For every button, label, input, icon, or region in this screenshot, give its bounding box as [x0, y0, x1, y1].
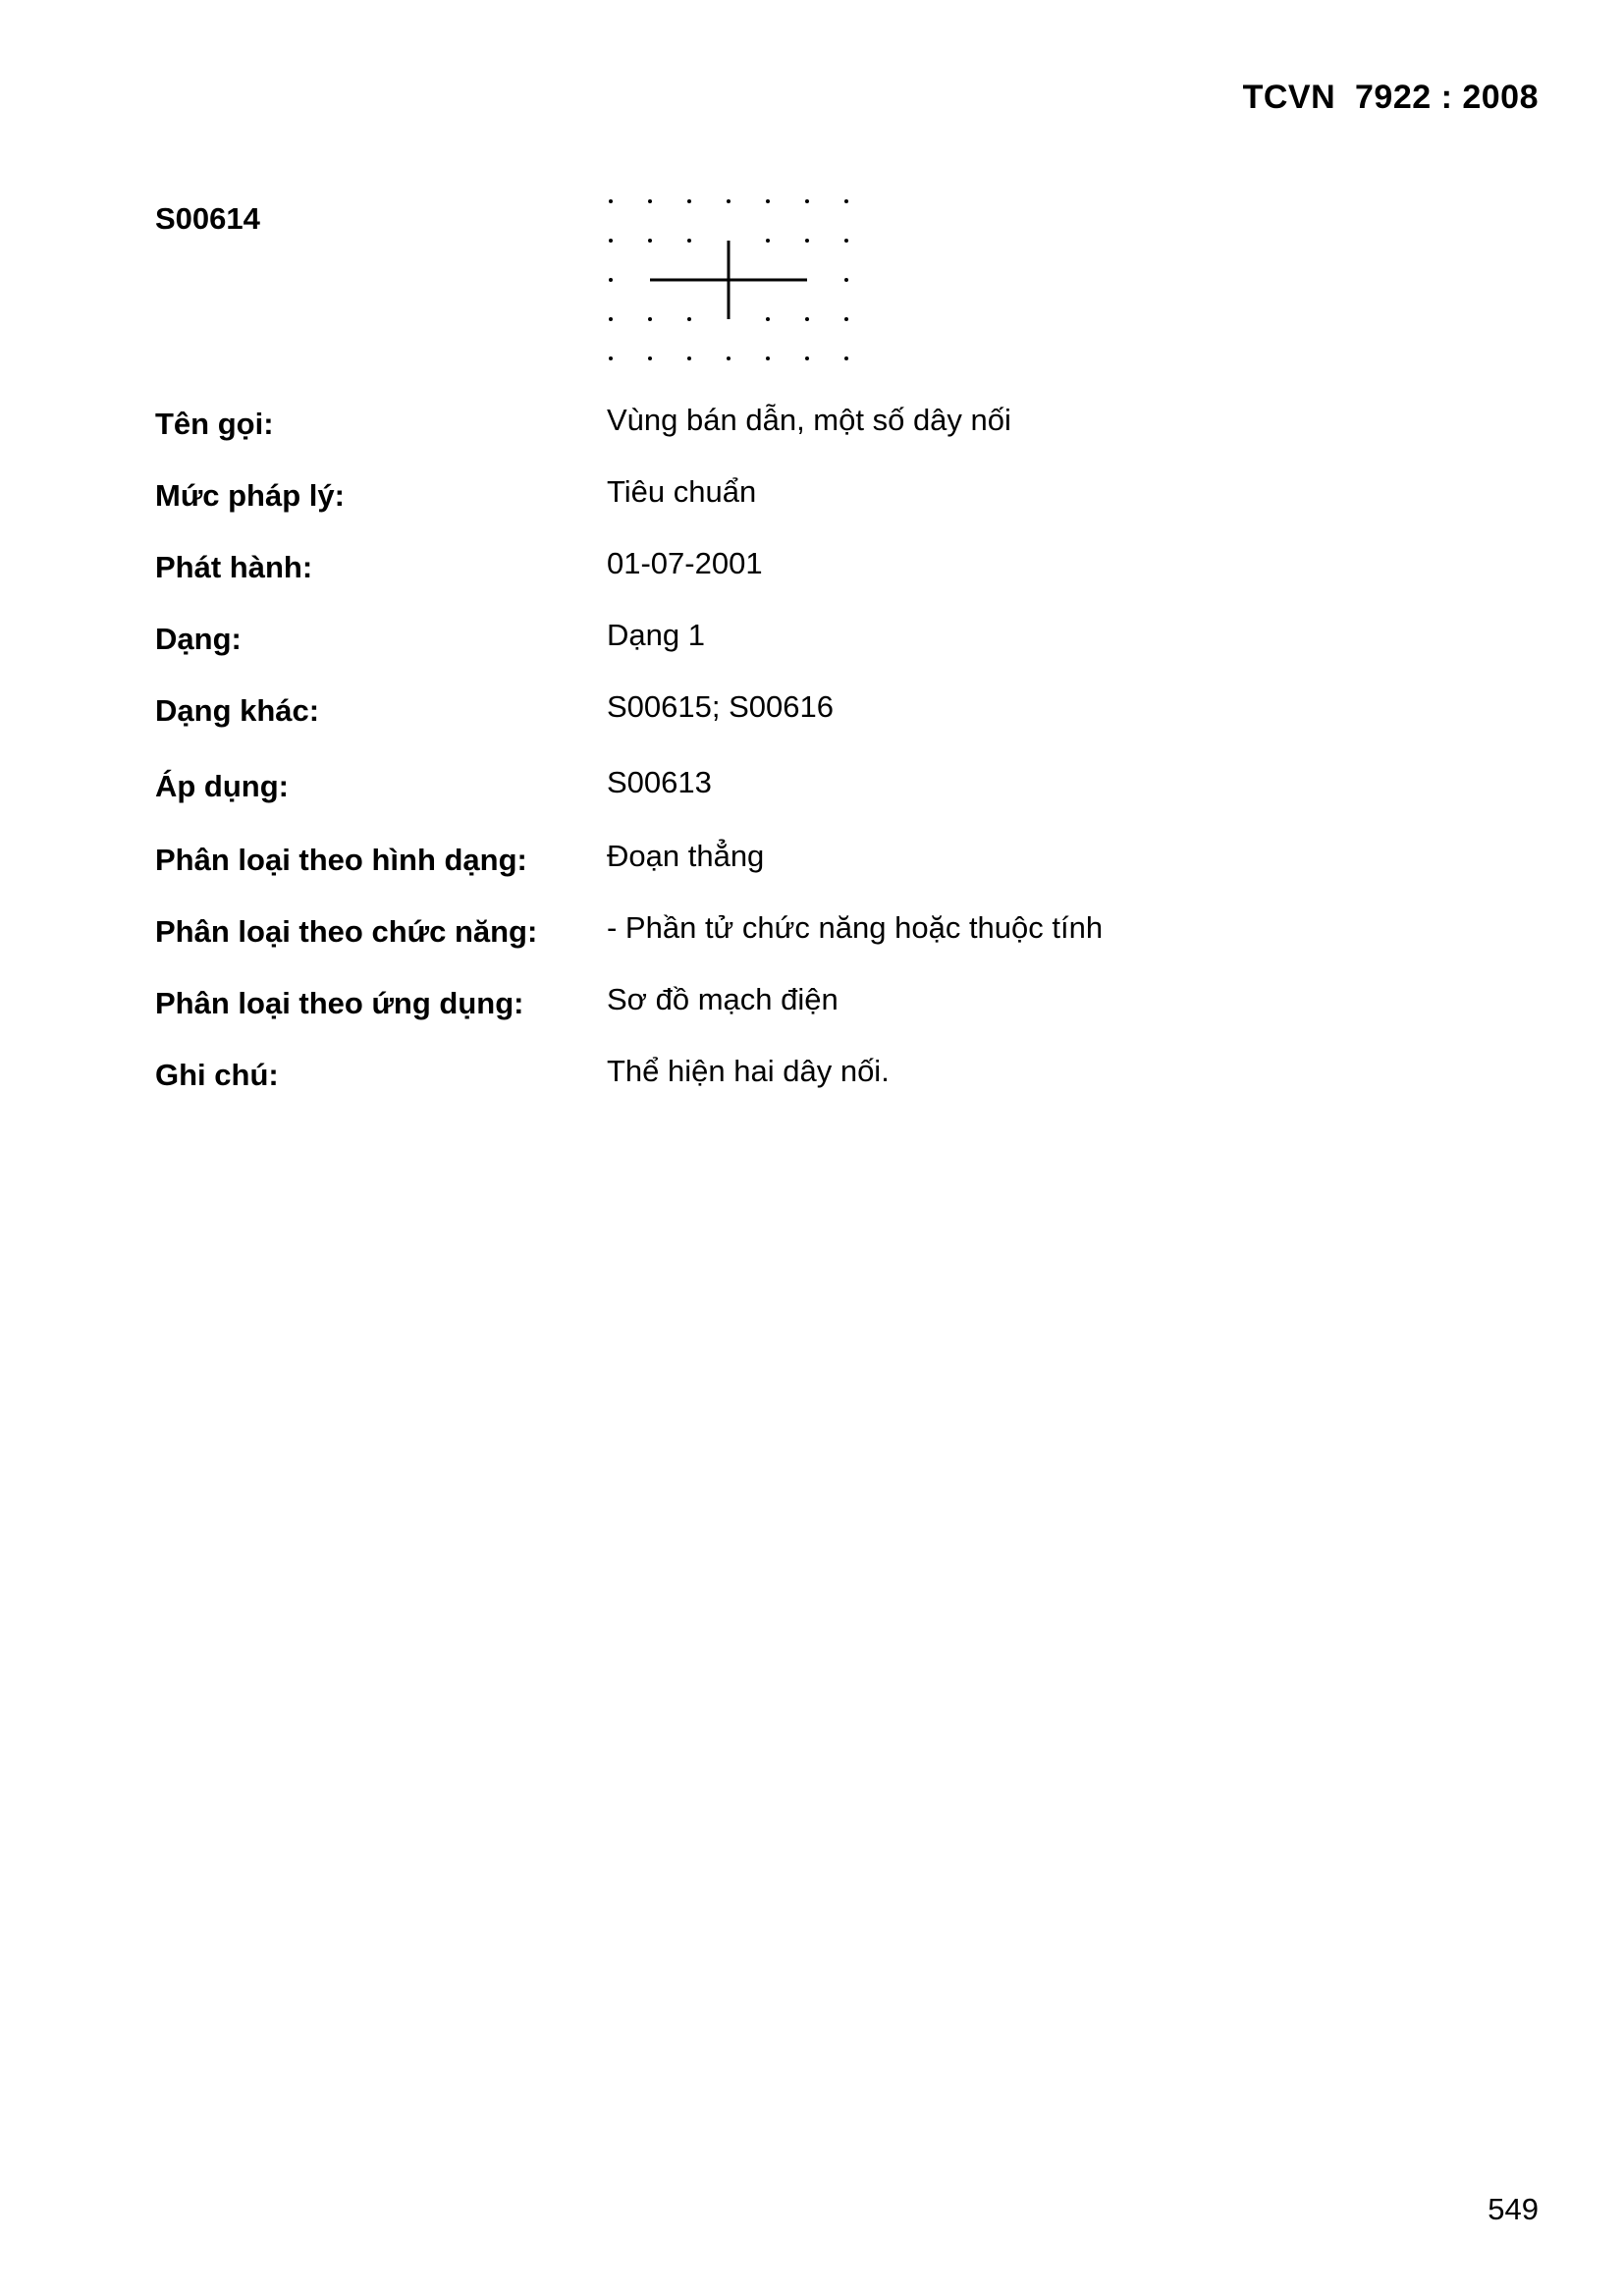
- grid-dot: [844, 199, 848, 203]
- field-label: Áp dụng:: [155, 769, 290, 803]
- grid-dot: [648, 199, 652, 203]
- grid-dot: [844, 239, 848, 243]
- page-number: 549: [1488, 2192, 1539, 2226]
- grid-dot: [844, 317, 848, 321]
- field-row-application-class: [155, 982, 1432, 1035]
- field-value: Sơ đồ mạch điện: [607, 982, 839, 1016]
- field-label: Ghi chú:: [155, 1058, 279, 1092]
- grid-dot: [687, 317, 691, 321]
- symbol-code: S00614: [155, 201, 260, 236]
- field-label: Dạng:: [155, 622, 242, 656]
- field-row-applies: [155, 765, 1432, 818]
- field-row-form: [155, 618, 1432, 671]
- grid-dot: [805, 317, 809, 321]
- field-label: Phân loại theo hình dạng:: [155, 843, 527, 877]
- grid-dot: [648, 317, 652, 321]
- field-row-shape-class: [155, 839, 1432, 892]
- grid-dot: [766, 356, 770, 360]
- grid-dot: [609, 356, 613, 360]
- field-value: S00615; S00616: [607, 689, 834, 724]
- field-value: - Phần tử chức năng hoặc thuộc tính: [607, 910, 1104, 945]
- grid-dot: [805, 239, 809, 243]
- field-label: Mức pháp lý:: [155, 478, 345, 513]
- grid-dot: [687, 199, 691, 203]
- grid-dot: [609, 239, 613, 243]
- field-label: Phân loại theo ứng dụng:: [155, 986, 524, 1020]
- grid-dot: [766, 199, 770, 203]
- grid-dot: [687, 356, 691, 360]
- grid-dot: [609, 317, 613, 321]
- field-label: Phân loại theo chức năng:: [155, 914, 538, 949]
- field-row-name: [155, 403, 1432, 456]
- field-row-other-forms: [155, 689, 1432, 742]
- grid-dot: [844, 278, 848, 282]
- field-label: Phát hành:: [155, 550, 313, 584]
- grid-dot: [805, 356, 809, 360]
- grid-dot: [648, 356, 652, 360]
- symbol-figure-icon: [599, 191, 884, 368]
- field-row-function-class: [155, 910, 1432, 963]
- grid-dot: [766, 239, 770, 243]
- field-label: Dạng khác:: [155, 693, 320, 728]
- grid-dot: [609, 278, 613, 282]
- field-value: 01-07-2001: [607, 546, 763, 580]
- field-label: Tên gọi:: [155, 407, 274, 441]
- grid-dot: [766, 317, 770, 321]
- grid-dot: [805, 199, 809, 203]
- grid-dot: [609, 199, 613, 203]
- field-value: Dạng 1: [607, 618, 705, 652]
- field-value: Thể hiện hai dây nối.: [607, 1054, 890, 1088]
- field-row-issued: [155, 546, 1432, 599]
- field-value: Tiêu chuẩn: [607, 474, 757, 509]
- grid-dot: [727, 199, 731, 203]
- field-value: Đoạn thẳng: [607, 839, 765, 873]
- grid-dot: [727, 356, 731, 360]
- grid-dot: [844, 356, 848, 360]
- field-value: S00613: [607, 765, 712, 799]
- field-row-note: [155, 1054, 1432, 1107]
- standard-header: TCVN 7922 : 2008: [1242, 79, 1539, 116]
- field-value: Vùng bán dẫn, một số dây nối: [607, 403, 1011, 437]
- grid-dot: [648, 239, 652, 243]
- grid-dot: [687, 239, 691, 243]
- field-row-legal-level: [155, 474, 1432, 527]
